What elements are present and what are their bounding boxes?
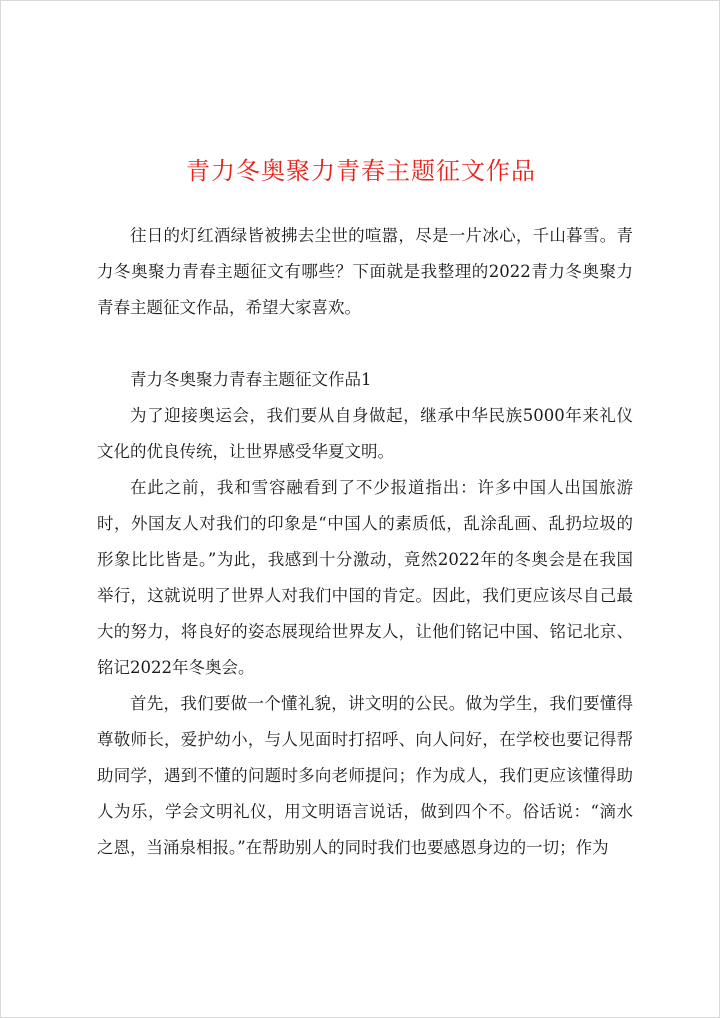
intro-paragraph: 往日的灯红酒绿皆被拂去尘世的喧嚣，尽是一片冰心，千山暮雪。青力冬奥聚力青春主题征文有哪些？下面就是我整理的2022青力冬奥聚力青春主题征文作品，希望大家喜欢。 xyxy=(97,226,633,317)
body-paragraph: 首先，我们要做一个懂礼貌，讲文明的公民。做为学生，我们要懂得尊敬师长，爱护幼小，与人见面时打招呼、向人问好，在学校也要记得帮助同学，遇到不懂的问题时多向老师提问；作为成人，我们更应该懂得助人为乐，学会文明礼仪，用文明语言说话，做到四个不。俗话说：“滴水之恩，当涌泉相报。”在帮助别人的同时我们也要感恩身边的一切；作为 xyxy=(97,694,633,857)
body-paragraph: 为了迎接奥运会，我们要从自身做起，继承中华民族5000年来礼仪文化的优良传统，让世界感受华夏文明。 xyxy=(97,406,633,461)
body-paragraph: 在此之前，我和雪容融看到了不少报道指出：许多中国人出国旅游时，外国友人对我们的印象是“中国人的素质低，乱涂乱画、乱扔垃圾的形象比比皆是。”为此，我感到十分激动，竟然2022年的冬奥会是在我国举行，这就说明了世界人对我们中国的肯定。因此，我们更应该尽自己最大的努力，将良好的姿态展现给世界友人，让他们铭记中国、铭记北京、铭记2022年冬奥会。 xyxy=(97,478,633,677)
document-title: 青力冬奥聚力青春主题征文作品 xyxy=(186,157,536,185)
section-heading: 青力冬奥聚力青春主题征文作品1 xyxy=(130,370,372,389)
document-body xyxy=(97,218,633,866)
